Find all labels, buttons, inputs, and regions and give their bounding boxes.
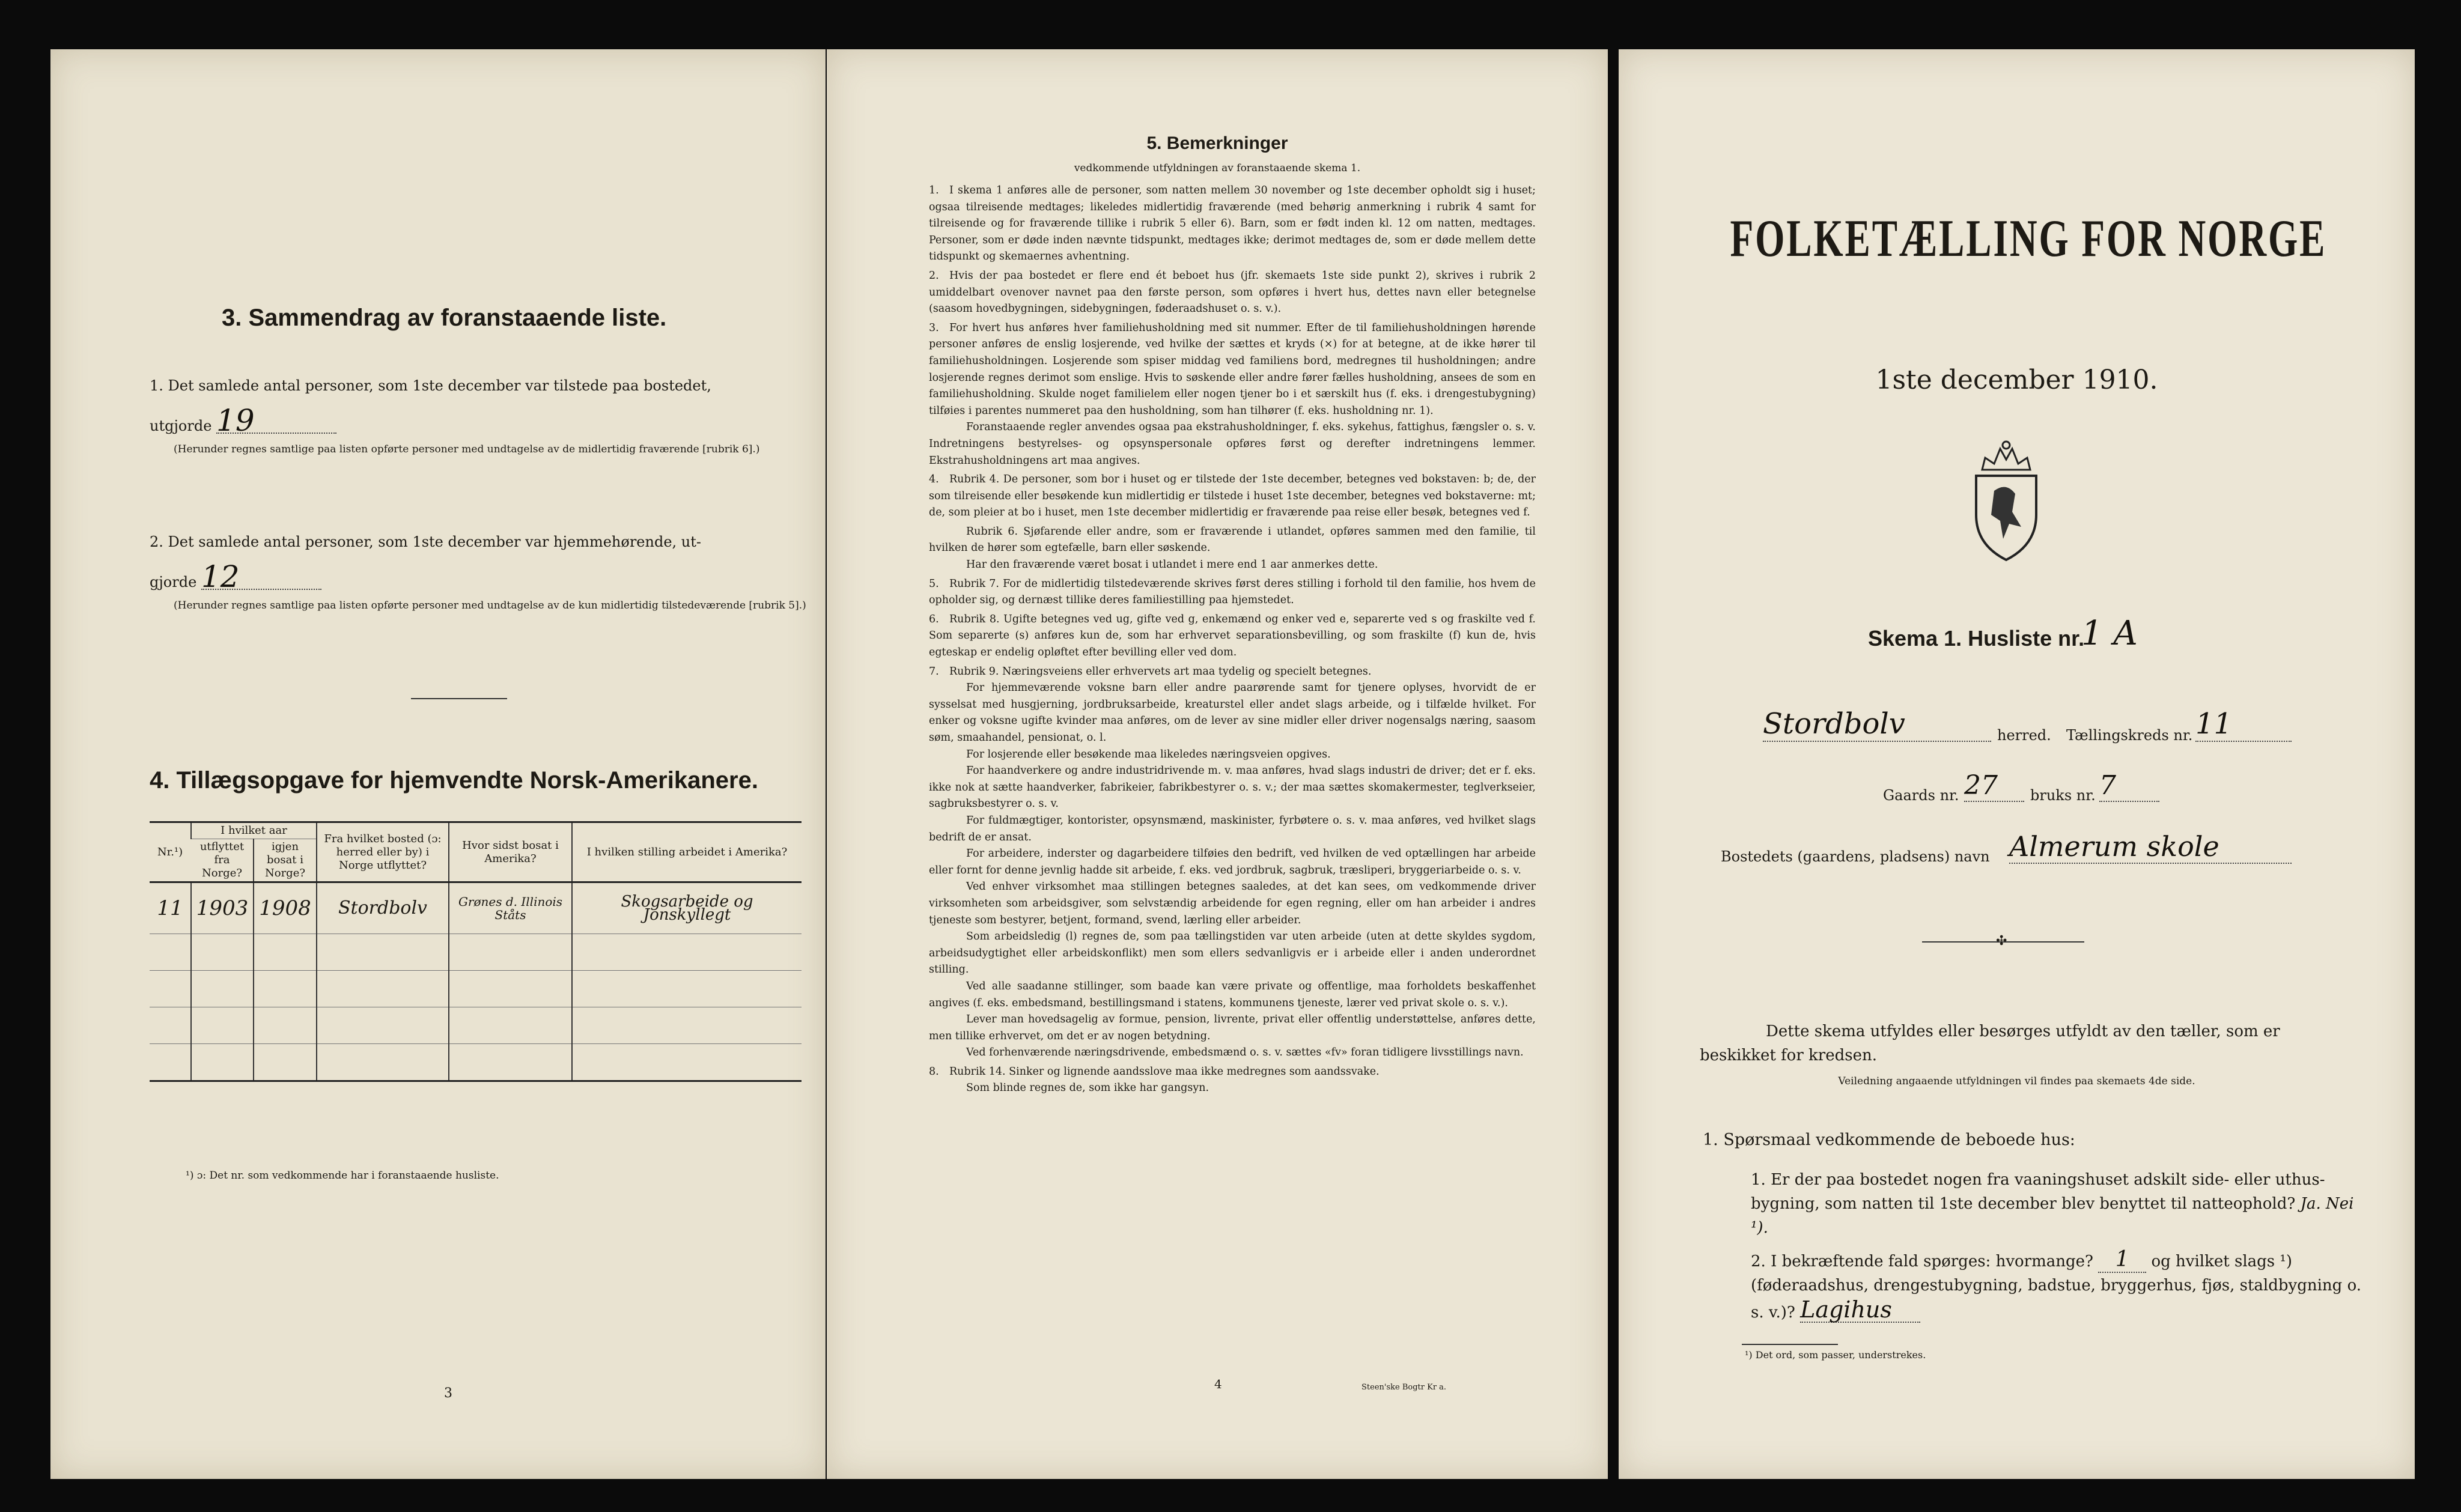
section3-title: 3. Sammendrag av foranstaaende liste. [222,305,667,331]
remark-7: Rubrik 9. Næringsveiens eller erhvervets art maa tydelig og specielt betegnes. [949,665,1372,678]
divider [411,698,507,699]
gaards-label: Gaards nr. [1883,787,1959,804]
table-header-row [150,822,802,839]
page-1 [1619,49,2415,1479]
cell-returned: 1908 [254,882,317,934]
col-group-year: I hvilket aar [191,822,317,839]
summary-item-1 [150,374,805,458]
cell-occupation: Skogsarbeide og Jonskyllegt [572,882,802,934]
cell-emigrated: 1903 [191,882,254,934]
divider [1742,1344,1838,1345]
table-row [150,1044,802,1081]
remark-7d: For fuldmægtiger, kontorister, opsynsmænd, maskinister, fyrbøtere o. s. v. maa anføres, ved hvilket slags bedrift de er ansat. [929,814,1536,843]
remark-4: Rubrik 4. De personer, som bor i huset og er tilstede der 1ste december, betegnes ved bokstaven: b; de, der som tilreisende eller besøkende kun midlertidig er tilstede i huset 1ste december, betegnes ved bokstaverne: mt; de, som pleier at bo i huset, men 1ste december midlertidig er fraværende paa reise eller besøk, betegnes ved f. [929,473,1536,519]
remark-7j: Ved forhenværende næringsdrivende, embedsmænd o. s. v. sættes «fv» foran tidligere livsstillings navn. [966,1046,1524,1059]
remark-5: Rubrik 7. For de midlertidig tilstedeværende skrives først deres stilling i forhold til den familie, hos hvem de opholder sig, og dernæst tillike deres familiestilling paa hjemstedet. [929,577,1536,607]
ornament-icon: ✣ [1996,934,2007,949]
col-from: Fra hvilket bosted (ɔ: herred eller by) i Norge utflyttet? [317,822,449,882]
table-footnote: ¹) ɔ: Det nr. som vedkommende har i foranstaaende husliste. [186,1170,499,1182]
remark-7g: Som arbeidsledig (l) regnes de, som paa tællingstiden var uten arbeide (uten at dette skyldes sygdom, arbeidsudygtighet eller arbeidskonflikt) men som ellers sedvanligvis er i arbeide eller i anden underordnet stilling. [929,931,1536,976]
remark-7b: For losjerende eller besøkende maa likeledes næringsveien opgives. [966,748,1331,761]
instruction-text: Dette skema utfyldes eller besørges utfyldt av den tæller, som er beskikket for kredsen. [1700,1022,2280,1064]
herred-label: herred. [1997,727,2051,744]
item2-note: (Herunder regnes samtlige paa listen opførte personer med undtagelse av de kun midlertidig tilstedeværende [rubrik 5].) [174,600,806,612]
summary-item-2 [150,530,805,614]
item1-text: 1. Det samlede antal personer, som 1ste december var tilstede paa bostedet, [150,377,711,394]
husliste-number: 1 A [2081,614,2138,653]
col-where: Hvor sidst bosat i Amerika? [449,822,572,882]
census-date: 1ste december 1910. [1875,365,2158,395]
remarks-title: 5. Bemerkninger [1146,133,1288,153]
item1-prefix: utgjorde [150,417,212,434]
cell-where: Grønes d. Illinois Ståts [449,882,572,934]
herred-value: Stordbolv [1763,707,1991,742]
printer-mark: Steen'ske Bogtr Kr a. [1361,1383,1447,1392]
bruks-value: 7 [2099,770,2159,802]
remark-7a: For hjemmeværende voksne barn eller andre paarørende samt for tjenere oplyses, hvorvidt de er sysselsat med husgjerning, jordbruksarbeide, kreaturstel eller andet slags arbeide, og i tilfælde hvilket. For enker og voksne ugifte kvinder maa anføres, om de lever av sine midler eller driver nogensalgs næring, saasom søm, smaahandel, pensionat, o. l. [929,682,1536,744]
question-2-text-a: 2. I bekræftende fald spørges: hvormange? [1751,1252,2093,1271]
page-3 [50,49,826,1479]
cell-nr: 11 [150,882,191,934]
question-2-text-b: og hvilket slags ¹) [2151,1252,2292,1271]
bosted-value: Almerum skole [2009,830,2292,864]
form-title-wrap [1619,208,2415,269]
remark-8: Rubrik 14. Sinker og lignende aandsslove maa ikke medregnes som aandssvake. [949,1065,1380,1078]
table-row [150,934,802,971]
bruks-label: bruks nr. [2030,787,2096,804]
cell-from: Stordbolv [317,882,449,934]
question-1 [1751,1168,2364,1240]
remark-3: For hvert hus anføres hver familiehusholdning med sit nummer. Efter de til familiehusholdningen hørende personer anføres de enslig losjerende, ved hvilke der sættes et kryds (×) for at betegne, at de ikke hører til familiehusholdningen. Losjerende som spiser middag ved familiens bord, medregnes til husholdningen; andre losjerende regnes derimot som enslige. Hvis to søskende eller andre fører fælles husholdning, ansees de som en familiehusholdning. Skulde noget familielem eller nogen tjener bo i et særskilt hus (f. eks. i drengestubygning) tilføies i parentes nummeret paa den husholdning, som han tilhører (f. eks. husholdning nr. 1). [929,321,1536,417]
remark-4c: Har den fraværende været bosat i utlandet i mere end 1 aar anmerkes dette. [966,559,1378,571]
kreds-value: 11 [2195,707,2292,742]
question-heading: 1. Spørsmaal vedkommende de beboede hus: [1703,1131,2075,1149]
remark-7i: Lever man hovedsagelig av formue, pension, livrente, privat eller offentlig understøttelse, anføres dette, men tillike erhvervet, om det er av nogen betydning. [929,1013,1536,1042]
guidance-text: Veiledning angaaende utfyldningen vil findes paa skemaets 4de side. [1838,1075,2195,1087]
gaards-value: 27 [1964,770,2024,802]
question-1-text: 1. Er der paa bostedet nogen fra vaaningshuset adskilt side- eller uthus-bygning, som natten til 1ste december blev benyttet til natteophold? [1751,1171,2325,1213]
remark-2: Hvis der paa bostedet er flere end ét beboet hus (jfr. skemaets 1ste side punkt 2), skrives i rubrik 2 umiddelbart ovenover navnet paa den første person, som opføres i hvert hus, dettes navn eller betegnelse (saasom hovedbygningen, sidebygningen, føderaadshuset o. s. v.). [929,269,1536,315]
col-occupation: I hvilken stilling arbeidet i Amerika? [572,822,802,882]
remark-7e: For arbeidere, inderster og dagarbeidere tilføies den bedrift, ved hvilken de ved optællingen har arbeide eller fornt for denne jevnlig hadde sit arbeide, f. eks. ved jordbruk, sagbruk, træsliperi, bryggeriarbeide o. s. v. [929,848,1536,876]
remark-7f: Ved enhver virksomhet maa stillingen betegnes saaledes, at det kan sees, om vedkommende driver virksomheten som arbeidsgiver, som selvstændig arbeidende for egen regning, eller om han arbeider i andres tjeneste som bestyrer, betjent, formand, svend, lærling eller arbeider. [929,881,1536,926]
kreds-label: Tællingskreds nr. [2066,727,2193,744]
remarks-body: 1. I skema 1 anføres alle de personer, som natten mellem 30 november og 1ste december opholdt sig i huset; ogsaa tilreisende medtages; likeledes midlertidig fraværende (med behørig anmerkning i rubrik 4 samt for tilreisende og for fraværende tillike i rubrik 5 eller 6). Barn, som er født inden kl. 12 om natten, medtages. Personer, som er døde inden nævnte tidspunkt, medtages ikke; derimot medtages de, som er døde mellem dette tidspunkt og skemaernes avhentning. 2. Hvis der paa bostedet er flere end ét beboet hus (jfr. skemaets 1ste side punkt 2), skrives i rubrik 2 umiddelbart ovenover navnet paa den første person, som opføres i hvert hus, dettes navn eller betegnelse (saasom hovedbygningen, sidebygningen, føderaadshuset o. s. v.). 3. For hvert hus anføres hver familiehusholdning med sit nummer. Efter de til familiehusholdningen hørende personer anføres de enslig losjerende, ved hvilke der sættes et kryds (×) for at betegne, at de ikke hører til familiehusholdningen. Losjerende som spiser middag ved familiens bord, medregnes til husholdningen; andre losjerende regnes derimot som enslige. Hvis to søskende eller andre fører fælles husholdning, ansees de som en familiehusholdning. Skulde noget familielem eller nogen tjener bo i et særskilt hus (f. eks. i drengestubygning) tilføies i parentes nummeret paa den husholdning, som han tilhører (f. eks. husholdning nr. 1). Foranstaaende regler anvendes ogsaa paa ekstrahusholdninger, f. eks. sykehus, fattighus, fængsler o. s. v. Indretningens bestyrelses- og opsynspersonale opføres først og derefter indretningens lemmer. Ekstrahusholdningens art maa angives. 4. Rubrik 4. De personer, som bor i huset og er tilstede der 1ste december, betegnes ved bokstaven: b; de, der som tilreisende eller besøkende kun midlertidig er tilstede i huset 1ste december, betegnes ved bokstaverne: mt; de, som pleier at bo i huset, men 1ste december midlertidig er fraværende paa reise eller besøk, betegnes ved f. Rubrik 6. Sjøfarende eller andre, som er fraværende i utlandet, opføres sammen med den familie, til hvilken de hører som egtefælle, barn eller søskende. Har den fraværende været bosat i utlandet i mere end 1 aar anmerkes dette. 5. Rubrik 7. For de midlertidig tilstedeværende skrives først deres stilling i forhold til den familie, hos hvem de opholder sig, og dernæst tillike deres familiestilling paa hjemstedet. 6. Rubrik 8. Ugifte betegnes ved ug, gifte ved g, enkemænd og enker ved e, separerte ved s og fraskilte ved f. Som separerte (s) anføres kun de, som har erhvervet separationsbevilling, og som fraskilte (f) kun de, hvis egteskap er endelig opløftet efter bevilling eller ved dom. 7. Rubrik 9. Næringsveiens eller erhvervets art maa tydelig og specielt betegnes. For hjemmeværende voksne barn eller andre paarørende samt for tjenere oplyses, hvorvidt de er sysselsat med husgjerning, jordbruksarbeide, kreaturstel eller andet slags arbeide, og i tilfælde hvilket. For enker og voksne ugifte kvinder maa anføres, om de lever av sine midler eller driver nogensalgs næring, saasom søm, smaahandel, pensionat, o. l. For losjerende eller besøkende maa likeledes næringsveien opgives. For haandverkere og andre industridrivende m. v. maa anføres, hvad slags industri de driver; det er f. eks. ikke nok at sætte haandverker, fabrikeier, fabrikbestyrer o. s. v.; der maa sættes skomakermester, teglverkseier, sagbruksbestyrer o. s. v. For fuldmægtiger, kontorister, opsynsmænd, maskinister, fyrbøtere o. s. v. maa anføres, ved hvilket slags bedrift de er ansat. For arbeidere, inderster og dagarbeidere tilføies den bedrift, ved hvilken de ved optællingen har arbeide eller fornt for denne jevnlig hadde sit arbeide, f. eks. ved jordbruk, sagbruk, træsliperi, bryggeriarbeide o. s. v. Ved enhver virksomhet maa stillingen betegnes saaledes, at det kan sees, om vedkommende driver virksomheten som arbeidsgiver, som selvstændig arbeidende for egen regning, eller om han arbeider i andres tjeneste som bestyrer, betjent, formand, svend, lærling eller arbeider. Som arbeidsledig (l) regnes de, som paa tællingstiden var uten arbeide (uten at dette skyldes sygdom, arbeidsudygtighet eller arbeidskonflikt) men som ellers sedvanligvis er i arbeide eller i anden underordnet stilling. Ved alle saadanne stillinger, som baade kan være private og offentlige, maa forholdets beskaffenhet angives (f. eks. embedsmand, bestillingsmand i statens, kommunens tjeneste, lærer ved privat skole o. s. v.). Lever man hovedsagelig av formue, pension, livrente, privat eller offentlig understøttelse, anføres dette, men tillike erhvervet, om det er av nogen betydning. Ved forhenværende næringsdrivende, embedsmænd o. s. v. sættes «fv» foran tidligere livsstillings navn. 8. Rubrik 14. Sinker og lignende aandsslove maa ikke medregnes som aandssvake. Som blinde regnes de, som ikke har gangsyn. [929,183,1536,1097]
item2-prefix: gjorde [150,574,197,591]
question-1-answer: Ja. Nei ¹). [1751,1195,2354,1237]
item2-text: 2. Det samlede antal personer, som 1ste december var hjemmehørende, ut- [150,533,701,550]
section4-title: 4. Tillægsopgave for hjemvendte Norsk-Amerikanere. [150,767,758,794]
remarks-subtitle: vedkommende utfyldningen av foranstaaende skema 1. [1074,162,1361,174]
item2-value: 12 [201,565,321,590]
item1-note: (Herunder regnes samtlige paa listen opførte personer med undtagelse av de midlertidig fraværende [rubrik 6].) [174,443,760,455]
remark-4b: Rubrik 6. Sjøfarende eller andre, som er fraværende i utlandet, opføres sammen med den familie, til hvilken de hører som egtefælle, barn eller søskende. [929,525,1536,554]
bosted-label: Bostedets (gaardens, pladsens) navn [1721,848,1990,865]
col-emigrated: utflyttet fra Norge? [191,839,254,882]
remark-1: I skema 1 anføres alle de personer, som natten mellem 30 november og 1ste december opholdt sig i huset; ogsaa tilreisende medtages; likeledes midlertidig fraværende (med behørig anmerkning i rubrik 4 samt for tilreisende og for fraværende tillike i rubrik 5 eller 6). Barn, som er født inden kl. 12 om natten, medtages. Personer, som er døde inden nævnte tidspunkt, medtages ikke; derimot medtages de, som er døde mellem dette tidspunkt og skemaernes avhentning. [929,184,1536,263]
question-2 [1751,1248,2364,1325]
remark-7h: Ved alle saadanne stillinger, som baade kan være private og offentlige, maa forholdets beskaffenhet angives (f. eks. embedsmand, bestillingsmand i statens, kommunens tjeneste, lærer ved privat skole o. s. v.). [929,980,1536,1009]
remark-3b: Foranstaaende regler anvendes ogsaa paa ekstrahusholdninger, f. eks. sykehus, fattighus, fængsler o. s. v. Indretningens bestyrelses- og opsynspersonale opføres først og derefter indretningens lemmer. Ekstrahusholdningens art maa angives. [929,421,1536,467]
question-2-count: 1 [2098,1248,2146,1273]
item1-value: 19 [216,408,336,434]
page-number: 4 [1214,1377,1222,1391]
col-nr: Nr.¹) [150,822,191,882]
table-row [150,1007,802,1044]
question-2-answer: Lagihus [1800,1298,1920,1323]
col-returned: igjen bosat i Norge? [254,839,317,882]
remark-6: Rubrik 8. Ugifte betegnes ved ug, gifte ved g, enkemænd og enker ved e, separerte ved s og fraskilte ved f. Som separerte (s) anføres kun de, som har erhvervet separationsbevilling, og som fraskilte (f) kun de, hvis egteskap er endelig opløftet efter bevilling eller ved dom. [929,613,1536,659]
table-row [150,971,802,1007]
front-footnote: ¹) Det ord, som passer, understrekes. [1745,1349,1926,1361]
coat-of-arms-icon [1967,437,2045,563]
table-row [150,882,802,934]
page-4 [827,49,1608,1479]
schema-label: Skema 1. Husliste nr. [1868,626,2085,651]
page-number: 3 [444,1386,452,1401]
form-title: FOLKETÆLLING FOR NORGE [1730,210,2327,268]
question-2-text-c: (føderaadshus, drengestubygning, badstue, bryggerhus, fjøs, staldbygning o. s. v.)? [1751,1277,2362,1322]
remark-8b: Som blinde regnes de, som ikke har gangsyn. [966,1082,1209,1095]
remark-7c: For haandverkere og andre industridrivende m. v. maa anføres, hvad slags industri de driver; det er f. eks. ikke nok at sætte haandverker, fabrikeier, fabrikbestyrer o. s. v.; der maa sættes skomakermester, teglverkseier, sagbruksbestyrer o. s. v. [929,765,1536,810]
norsk-amerikaner-table [150,821,802,1082]
